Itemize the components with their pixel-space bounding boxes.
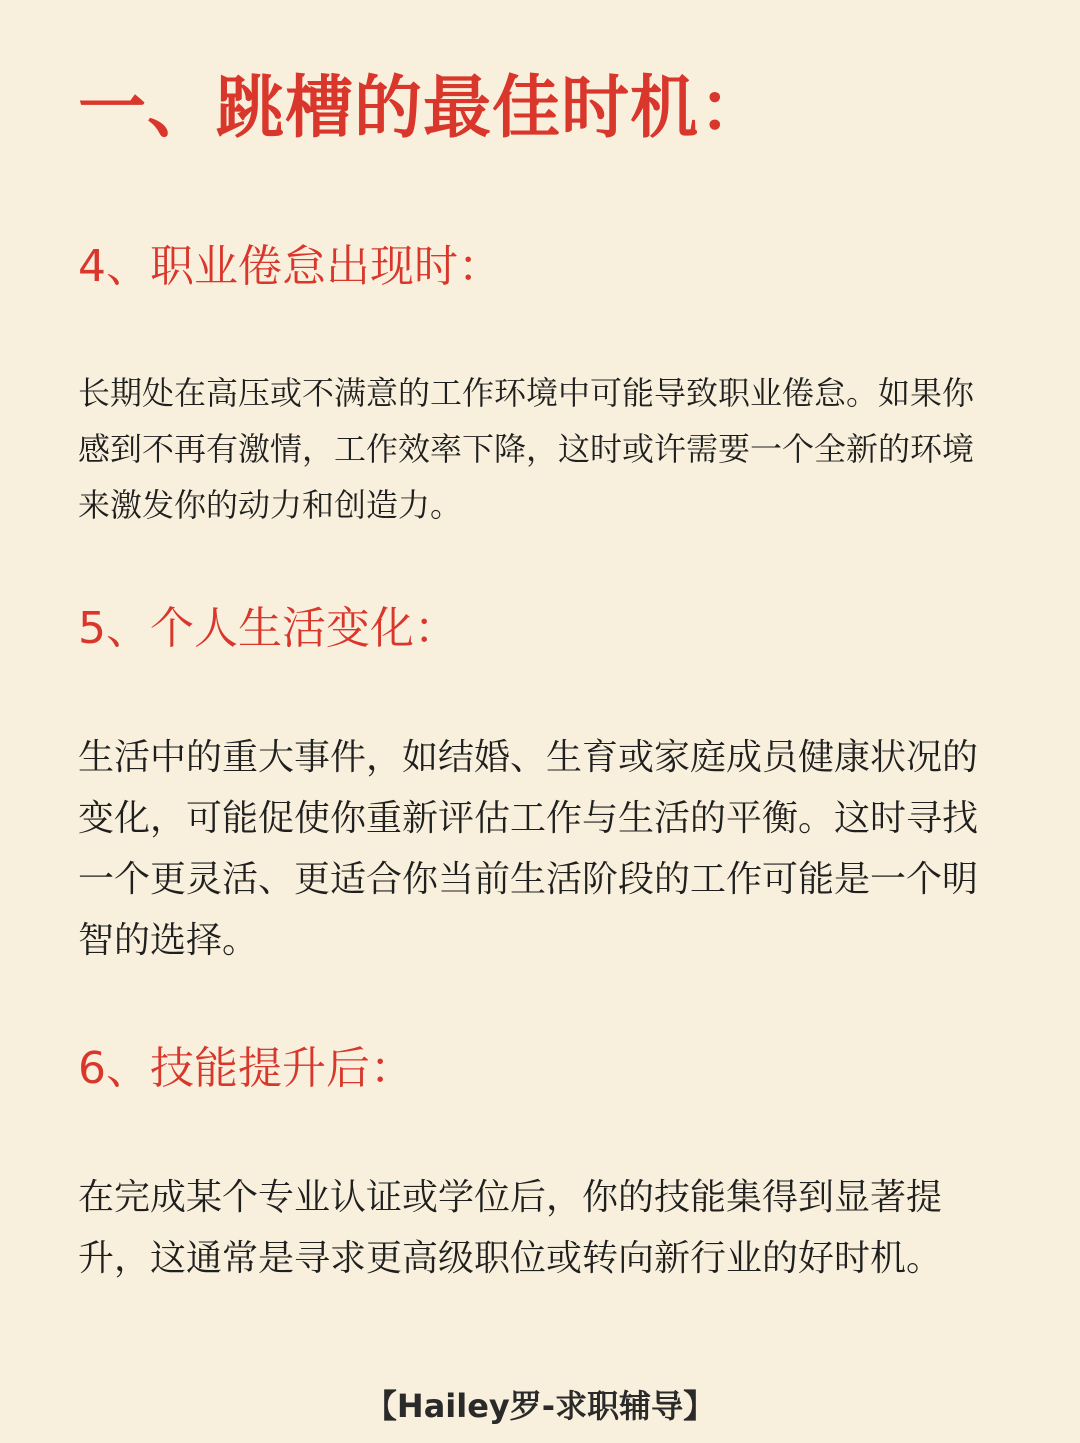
page-title: 一、跳槽的最佳时机：: [78, 69, 769, 148]
section-body-life-change: 生活中的重大事件，如结婚、生育或家庭成员健康状况的变化，可能促使你重新评估工作与生活的平衡。这时寻找一个更灵活、更适合你当前生活阶段的工作可能是一个明智的选择。: [78, 737, 979, 961]
section-heading-life-change: 5、个人生活变化：: [78, 603, 458, 654]
section-body-burnout: 长期处在高压或不满意的工作环境中可能导致职业倦怠。如果你感到不再有激情，工作效率下降，这时或许需要一个全新的环境来激发你的动力和创造力。: [78, 374, 975, 524]
section-heading-burnout: 4、职业倦怠出现时：: [78, 241, 502, 292]
section-body-skill-up: 在完成某个专业认证或学位后，你的技能集得到显著提升，这通常是寻求更高级职位或转向新行业的好时机。: [78, 1177, 943, 1279]
section-heading-skill-up: 6、技能提升后：: [78, 1043, 414, 1094]
footer-signature: 【Hailey罗-求职辅导】: [364, 1387, 716, 1425]
